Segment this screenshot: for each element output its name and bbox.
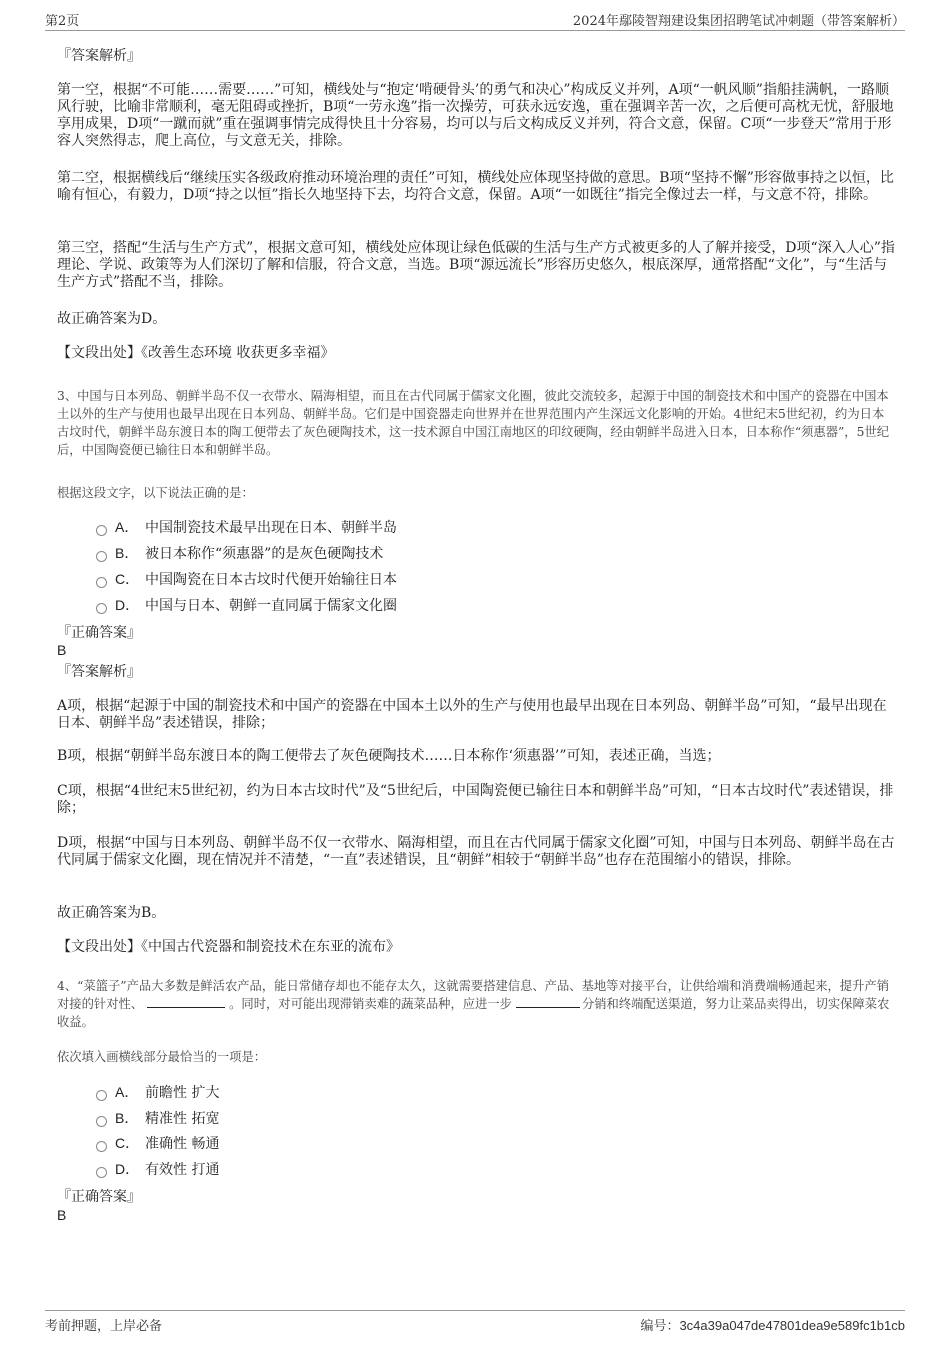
q3-analysis-a: A项，根据“起源于中国的制瓷技术和中国产的瓷器在中国本土以外的生产与使用也最早出现在日本列岛、朝鲜半岛”可知，“最早出现在日本、朝鲜半岛”表述错误，排除； bbox=[57, 698, 887, 731]
document-code: 编号：3c4a39a047de47801dea9e589fc1b1cb bbox=[640, 1318, 905, 1333]
q4-prompt: 依次填入画横线部分最恰当的一项是： bbox=[57, 1050, 267, 1064]
q3-question-text: 3、中国与日本列岛、朝鲜半岛不仅一衣带水、隔海相望，而且在古代同属于儒家文化圈，彼此交流较多，起源于中国的制瓷技术和中国产的瓷器在中国本土以外的生产与使用也最早出现在日本列岛、朝鲜半岛。它们是中国瓷器走向世界并在世界范围内产生深远文化影响的开始。4世纪末5世纪初，约为日本古坟时代，朝鲜半岛东渡日本的陶工便带去了灰色硬陶技术，这一技术源自中国江南地区的印纹硬陶，经由朝鲜半岛进入日本，日本称作“须惠器”，5世纪后，中国陶瓷便已输往日本和朝鲜半岛。 bbox=[57, 389, 889, 457]
q3-option-c[interactable]: C． 中国陶瓷在日本古坟时代便开始输往日本 bbox=[96, 570, 397, 589]
q4-option-c[interactable]: C． 准确性 畅通 bbox=[96, 1134, 219, 1153]
q3-option-a[interactable]: A． 中国制瓷技术最早出现在日本、朝鲜半岛 bbox=[96, 518, 397, 537]
answer-blank-2 bbox=[516, 995, 580, 1008]
q3-option-d[interactable]: D． 中国与日本、朝鲜一直同属于儒家文化圈 bbox=[96, 596, 397, 615]
q3-analysis-b: B项，根据“朝鲜半岛东渡日本的陶工便带去了灰色硬陶技术……日本称作‘须惠器’”可知，表述正确，当选； bbox=[57, 748, 721, 764]
radio-icon[interactable] bbox=[96, 1116, 107, 1127]
q3-prompt: 根据这段文字，以下说法正确的是： bbox=[57, 486, 254, 500]
q2-source: 【文段出处】《改善生态环境 收获更多幸福》 bbox=[57, 345, 335, 361]
q2-analysis-para-3: 第三空，搭配“生活与生产方式”，根据文意可知，横线处应体现让绿色低碳的生活与生产方式被更多的人了解并接受，D项“深入人心”指理论、学说、政策等为人们深切了解和信服，符合文意，当选。B项“源远流长”形容历史悠久，根底深厚，通常搭配“文化”，与“生活与生产方式”搭配不当，排除。 bbox=[57, 240, 895, 290]
q2-analysis-label: 『答案解析』 bbox=[57, 48, 141, 64]
q2-analysis-para-1: 第一空，根据“不可能……需要……”可知，横线处与“抱定‘啃硬骨头’的勇气和决心”构成反义并列，A项“一帆风顺”指船挂满帆，一路顺风行驶，比喻非常顺利，毫无阻碍或挫折，B项“一劳永逸”指一次操劳，可获永远安逸，重在强调辛苦一次，之后便可高枕无忧，舒服地享用成果，D项“一蹴而就”重在强调事情完成得快且十分容易，均可以与后文构成反义并列，符合文意，保留。C项“一步登天”常用于形容人突然得志，爬上高位，与文意无关，排除。 bbox=[57, 82, 894, 149]
answer-blank-1 bbox=[147, 995, 225, 1008]
q3-answer: B bbox=[57, 642, 67, 658]
page-number: 第2页 bbox=[45, 14, 80, 29]
q3-answer-label: 『正确答案』 bbox=[57, 625, 141, 641]
document-title: 2024年鄢陵智翔建设集团招聘笔试冲刺题（带答案解析） bbox=[572, 14, 905, 29]
page-footer bbox=[45, 1310, 905, 1335]
page-header bbox=[45, 8, 905, 31]
q2-conclusion: 故正确答案为D。 bbox=[57, 311, 167, 327]
radio-icon[interactable] bbox=[96, 1167, 107, 1178]
q3-option-b[interactable]: B． 被日本称作“须惠器”的是灰色硬陶技术 bbox=[96, 544, 383, 563]
q4-option-a[interactable]: A． 前瞻性 扩大 bbox=[96, 1083, 219, 1102]
footer-slogan: 考前押题，上岸必备 bbox=[45, 1319, 163, 1334]
q4-option-b[interactable]: B． 精准性 拓宽 bbox=[96, 1109, 219, 1128]
radio-icon[interactable] bbox=[96, 525, 107, 536]
q3-conclusion: 故正确答案为B。 bbox=[57, 905, 166, 921]
q4-answer-label: 『正确答案』 bbox=[57, 1189, 141, 1205]
radio-icon[interactable] bbox=[96, 1090, 107, 1101]
q3-analysis-c: C项，根据“4世纪末5世纪初，约为日本古坟时代”及“5世纪后，中国陶瓷便已输往日本和朝鲜半岛”可知，“日本古坟时代”表述错误，排除； bbox=[57, 783, 894, 816]
q4-question-text: 4、“菜篮子”产品大多数是鲜活农产品，能日常储存却也不能存太久，这就需要搭建信息、产品、基地等对接平台，让供给端和消费端畅通起来，提升产销对接的针对性、 。同时，对可能出现滞销卖难的蔬菜品种，应进一步 分销和终端配送渠道，努力让菜品卖得出，切实保障菜农收益。 bbox=[57, 979, 890, 1029]
radio-icon[interactable] bbox=[96, 1141, 107, 1152]
q3-analysis-d: D项，根据“中国与日本列岛、朝鲜半岛不仅一衣带水、隔海相望，而且在古代同属于儒家文化圈”可知，中国与日本列岛、朝鲜半岛在古代同属于儒家文化圈，现在情况并不清楚，“一直”表述错误，且“朝鲜”相较于“朝鲜半岛”也存在范围缩小的错误，排除。 bbox=[57, 835, 895, 868]
q4-option-d[interactable]: D． 有效性 打通 bbox=[96, 1160, 219, 1179]
radio-icon[interactable] bbox=[96, 577, 107, 588]
q4-answer: B bbox=[57, 1207, 67, 1223]
q2-analysis-para-2: 第二空，根据横线后“继续压实各级政府推动环境治理的责任”可知，横线处应体现坚持做的意思。B项“坚持不懈”形容做事持之以恒，比喻有恒心，有毅力，D项“持之以恒”指长久地坚持下去，均符合文意，保留。A项“一如既往”指完全像过去一样，与文意不符，排除。 bbox=[57, 170, 894, 203]
radio-icon[interactable] bbox=[96, 551, 107, 562]
radio-icon[interactable] bbox=[96, 603, 107, 614]
q3-source: 【文段出处】《中国古代瓷器和制瓷技术在东亚的流布》 bbox=[57, 939, 400, 955]
q3-analysis-label: 『答案解析』 bbox=[57, 664, 141, 680]
